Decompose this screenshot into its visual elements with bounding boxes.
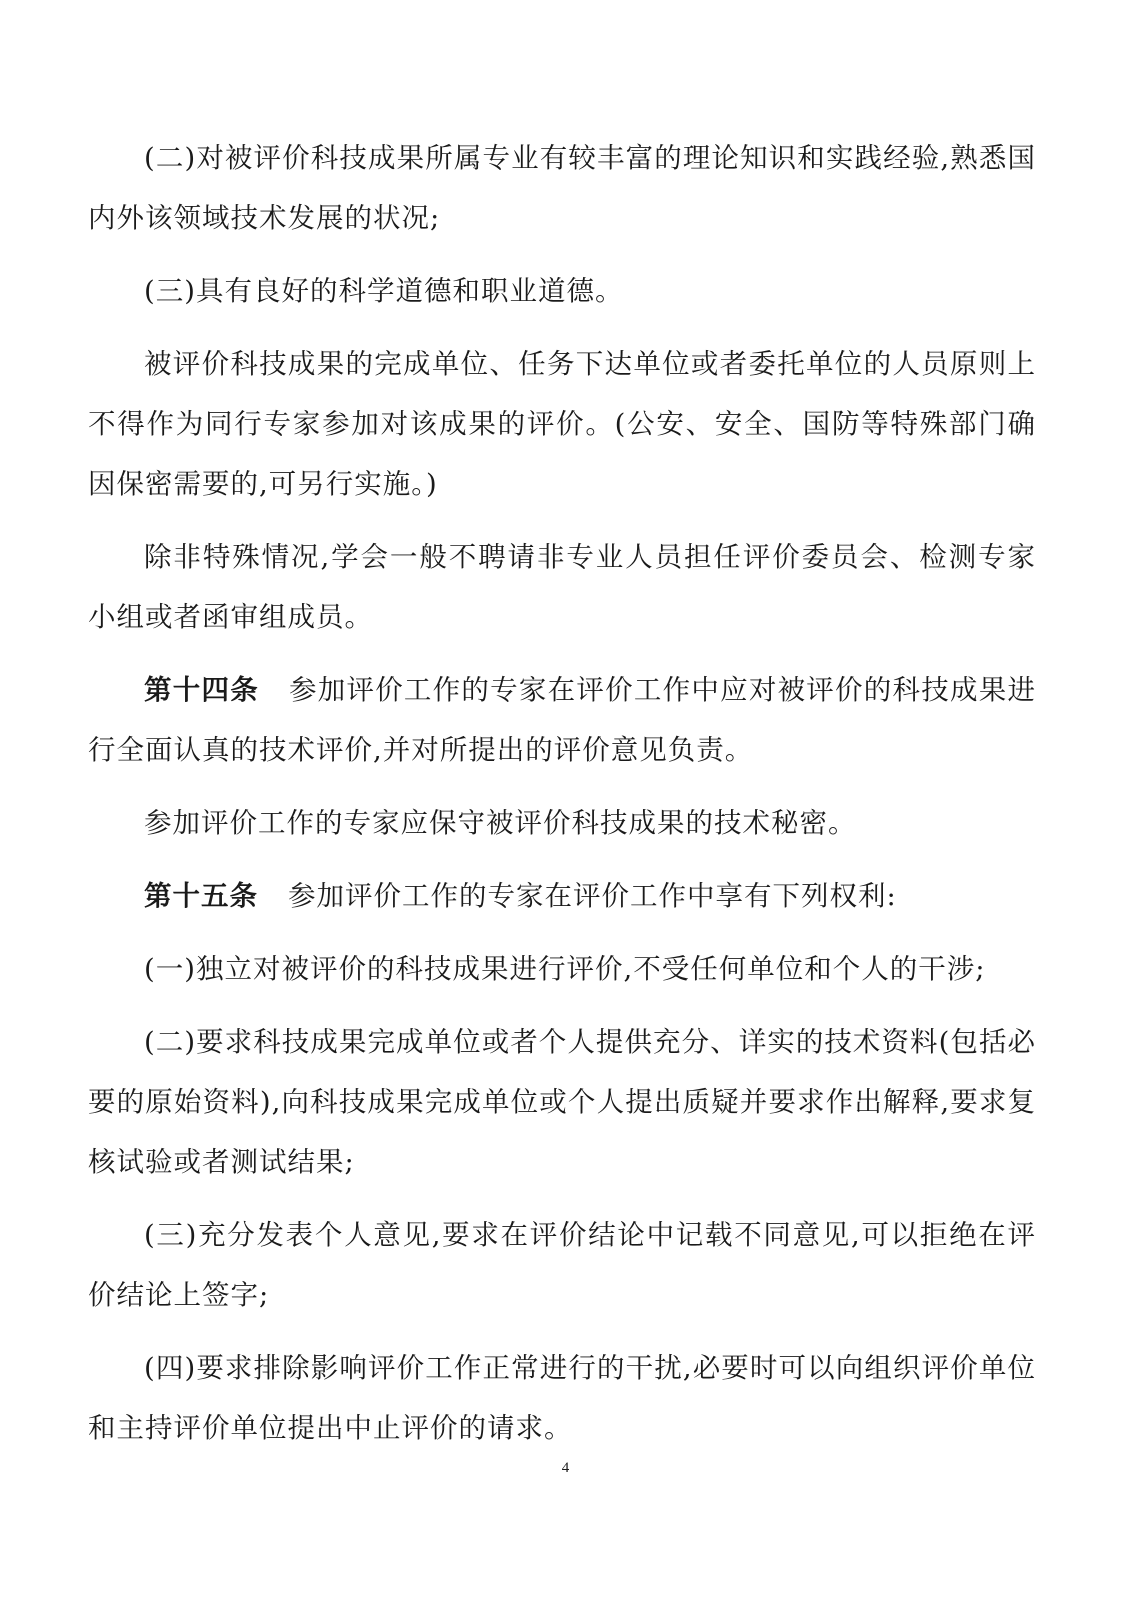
paragraph-text: 参加评价工作的专家应保守被评价科技成果的技术秘密。 — [144, 807, 857, 839]
paragraph-text: (三)充分发表个人意见,要求在评价结论中记载不同意见,可以拒绝在评价结论上签字; — [88, 1219, 1036, 1311]
paragraph-text: 除非特殊情况,学会一般不聘请非专业人员担任评价委员会、检测专家小组或者函审组成员。 — [88, 541, 1036, 633]
paragraph-text: (二)对被评价科技成果所属专业有较丰富的理论知识和实践经验,熟悉国内外该领域技术发展的状况; — [88, 142, 1036, 234]
paragraph-text: 参加评价工作的专家在评价工作中应对被评价的科技成果进行全面认真的技术评价,并对所提出的评价意见负责。 — [88, 674, 1037, 766]
paragraph-text: (三)具有良好的科学道德和职业道德。 — [144, 275, 624, 307]
paragraph — [88, 1205, 1036, 1325]
page-number: 4 — [561, 1460, 570, 1476]
document-body — [88, 128, 1036, 1471]
article-paragraph — [88, 866, 1036, 926]
paragraph-text: (四)要求排除影响评价工作正常进行的干扰,必要时可以向组织评价单位和主持评价单位提出中止评价的请求。 — [88, 1352, 1036, 1444]
paragraph — [88, 334, 1036, 514]
paragraph — [88, 939, 1036, 999]
article-paragraph — [88, 660, 1036, 780]
paragraph — [88, 793, 1036, 853]
article-number: 第十四条 — [144, 674, 259, 706]
paragraph — [88, 261, 1036, 321]
paragraph — [88, 1012, 1036, 1192]
article-number: 第十五条 — [144, 880, 258, 912]
paragraph — [88, 128, 1036, 248]
paragraph — [88, 527, 1036, 647]
paragraph-text: (一)独立对被评价的科技成果进行评价,不受任何单位和个人的干涉; — [144, 953, 986, 985]
paragraph-text: (二)要求科技成果完成单位或者个人提供充分、详实的技术资料(包括必要的原始资料),向科技成果完成单位或个人提出质疑并要求作出解释,要求复核试验或者测试结果; — [88, 1026, 1036, 1178]
paragraph — [88, 1338, 1036, 1458]
paragraph-text: 被评价科技成果的完成单位、任务下达单位或者委托单位的人员原则上不得作为同行专家参加对该成果的评价。(公安、安全、国防等特殊部门确因保密需要的,可另行实施。) — [88, 348, 1036, 500]
paragraph-text: 参加评价工作的专家在评价工作中享有下列权利: — [288, 880, 897, 912]
